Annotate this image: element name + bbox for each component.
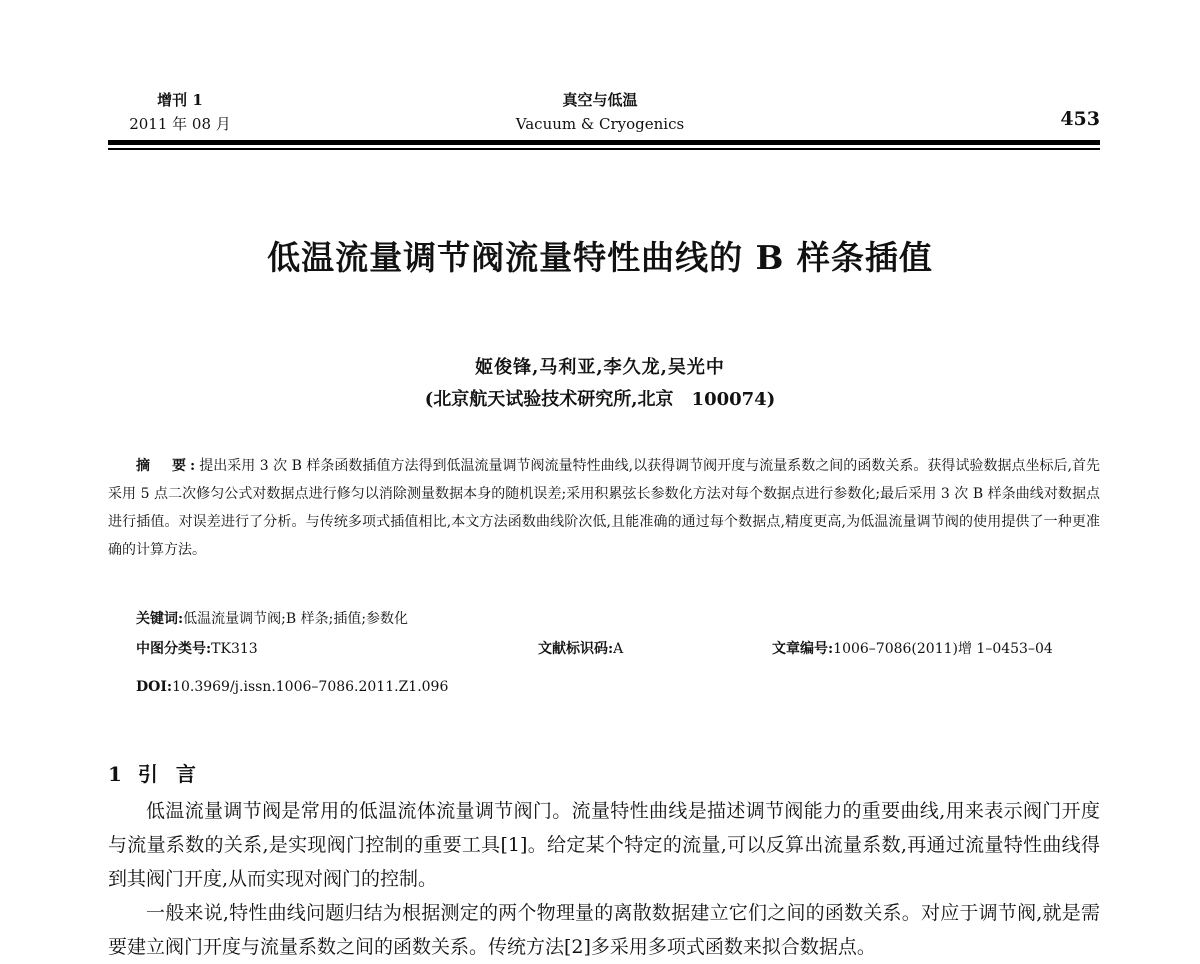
clc-number [136, 638, 258, 660]
article-number [772, 638, 1053, 660]
doi-label: DOI: [136, 679, 173, 695]
section-heading [108, 758, 214, 787]
keywords-label: 关键词: [136, 611, 184, 627]
article-title: 低温流量调节阀流量特性曲线的 B 样条插值 [267, 238, 933, 277]
abstract [108, 452, 1100, 564]
section-body [108, 794, 1100, 964]
header-journal-block [430, 88, 770, 136]
article-affiliation: (北京航天试验技术研究所,北京 100074) [424, 389, 776, 410]
header-date: 2011 年 08 月 [129, 115, 231, 133]
article-number-value: 1006–7086(2011)增 1–0453–04 [833, 641, 1053, 657]
header-rule-thick [108, 140, 1100, 145]
body-paragraph-1: 低温流量调节阀是常用的低温流体流量调节阀门。流量特性曲线是描述调节阀能力的重要曲线,用来表示阀门开度与流量系数的关系,是实现阀门控制的重要工具[1]。给定某个特定的流量,可以反算出流量系数,再通过流量特性曲线得到其阀门开度,从而实现对阀门的控制。 [108, 800, 1100, 890]
article-authors: 姬俊锋,马利亚,李久龙,吴光中 [475, 357, 725, 378]
abstract-label: 摘 要: [136, 458, 200, 474]
header-issue-block [110, 88, 250, 136]
doi [136, 676, 448, 698]
abstract-text: 提出采用 3 次 B 样条函数插值方法得到低温流量调节阀流量特性曲线,以获得调节阀开度与流量系数之间的函数关系。获得试验数据点坐标后,首先采用 5 点二次修匀公式对数据点进行修匀以消除测量数据本身的随机误差;采用积累弦长参数化方法对每个数据点进行参数化;最后采用 3 次 B 样条曲线对数据点进行插值。对误差进行了分析。与传统多项式插值相比,本文方法函数曲线阶次低,且能准确的通过每个数据点,精度更高,为低温流量调节阀的使用提供了一种更准确的计算方法。 [108, 458, 1100, 558]
header-issue: 增刊 1 [157, 91, 203, 109]
page-number: 453 [1060, 108, 1100, 130]
keywords [136, 608, 408, 630]
journal-title-cn: 真空与低温 [562, 91, 638, 109]
clc-label: 中图分类号: [136, 641, 212, 657]
section-number: 1 [108, 762, 122, 786]
header-rule-thin [108, 148, 1100, 150]
document-code [538, 638, 623, 660]
doc-code-value: A [613, 641, 624, 657]
keywords-text: 低温流量调节阀;B 样条;插值;参数化 [183, 611, 409, 627]
clc-value: TK313 [211, 641, 258, 657]
doi-value: 10.3969/j.issn.1006–7086.2011.Z1.096 [172, 679, 449, 695]
article-number-label: 文章编号: [772, 641, 834, 657]
body-paragraph-2: 一般来说,特性曲线问题归结为根据测定的两个物理量的离散数据建立它们之间的函数关系。对应于调节阀,就是需要建立阀门开度与流量系数之间的函数关系。传统方法[2]多采用多项式函数来拟合数据点。 [108, 902, 1100, 958]
journal-title-en: Vacuum & Cryogenics [515, 115, 685, 133]
section-title: 引言 [137, 762, 214, 786]
doc-code-label: 文献标识码: [538, 641, 614, 657]
